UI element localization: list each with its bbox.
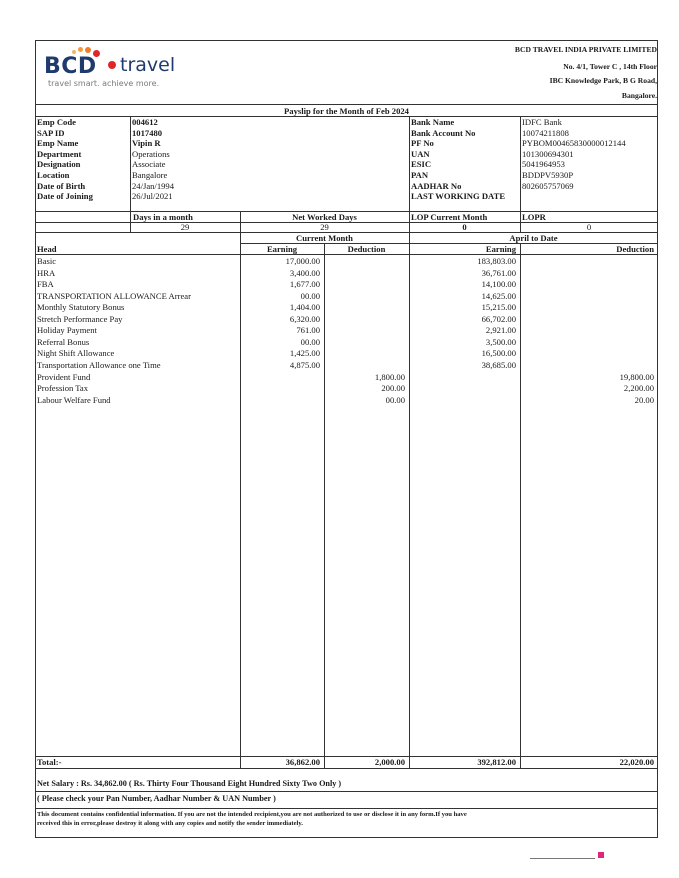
company-name: BCD TRAVEL INDIA PRIVATE LIMITED — [514, 45, 657, 54]
row-current-earning: 00.00 — [300, 290, 320, 301]
divider — [35, 104, 658, 105]
divider — [240, 232, 241, 768]
bank-field-value: PYBOM00465830000012144 — [522, 138, 626, 149]
net-salary: Net Salary : Rs. 34,862.00 ( Rs. Thirty Four Thousand Eight Hundred Sixty Two Only ) — [37, 779, 342, 788]
employee-field-label: SAP ID — [37, 127, 65, 138]
row-ytd-earning: 36,761.00 — [481, 267, 516, 278]
row-current-earning: 17,000.00 — [285, 256, 320, 266]
employee-field-value: Bangalore — [132, 170, 168, 180]
employee-field-value: 26/Jul/2021 — [132, 191, 173, 202]
bank-field-value: 101300694301 — [522, 148, 574, 159]
divider — [409, 232, 410, 768]
april-to-date-header: April to Date — [509, 233, 558, 243]
row-head: Basic — [37, 256, 57, 266]
row-ytd-earning: 66,702.00 — [481, 313, 516, 324]
row-head: Night Shift Allowance — [37, 348, 115, 359]
bank-field-value: BDDPV5930P — [522, 170, 574, 180]
divider — [520, 243, 521, 768]
divider — [35, 791, 658, 792]
ytd-deduction-header: Deduction — [616, 244, 654, 254]
row-ytd-deduction: 19,800.00 — [619, 371, 654, 382]
row-current-earning: 1,425.00 — [289, 348, 320, 359]
row-head: Labour Welfare Fund — [37, 394, 111, 405]
logo-travel-text: travel — [120, 54, 176, 76]
lopr-value: 0 — [586, 222, 592, 232]
employee-field-label: Emp Name — [37, 138, 79, 149]
employee-field-value: 1017480 — [132, 127, 163, 138]
row-current-earning: 6,320.00 — [289, 313, 320, 324]
row-head: Provident Fund — [37, 371, 91, 382]
bank-field-label: LAST WORKING DATE — [411, 191, 506, 202]
bank-field-label: ESIC — [411, 159, 432, 170]
row-current-earning: 3,400.00 — [289, 267, 320, 278]
row-ytd-earning: 14,100.00 — [481, 279, 516, 290]
lopr-label: LOPR — [522, 212, 546, 222]
row-head: TRANSPORTATION ALLOWANCE Arrear — [37, 290, 191, 301]
divider — [35, 116, 658, 117]
current-month-header: Current Month — [296, 233, 353, 243]
employee-field-value: Associate — [132, 159, 166, 170]
employee-field-label: Emp Code — [37, 117, 76, 127]
bank-field-label: PF No — [411, 138, 434, 149]
employee-field-value: Operations — [132, 148, 170, 159]
row-current-deduction: 1,800.00 — [374, 371, 405, 382]
row-head: Monthly Statutory Bonus — [37, 302, 125, 313]
employee-field-label: Date of Joining — [37, 191, 93, 202]
lop-current-month-value: 0 — [462, 222, 467, 232]
row-ytd-earning: 2,921.00 — [485, 325, 516, 336]
disclaimer-line: received this in error,please destroy it along with any copies and notify the sender immediately. — [37, 820, 303, 827]
row-ytd-deduction: 20.00 — [634, 394, 654, 405]
company-logo — [44, 46, 194, 94]
divider — [35, 768, 658, 769]
address-line: No. 4/1, Tower C , 14th Floor — [563, 62, 657, 71]
employee-field-label: Location — [37, 170, 70, 180]
days-in-month-label: Days in a month — [133, 212, 193, 222]
net-worked-days-value: 29 — [320, 222, 329, 232]
address-line: IBC Knowledge Park, B G Road, — [549, 76, 657, 85]
row-head: Stretch Performance Pay — [37, 313, 123, 324]
logo-bcd-text: BCD — [44, 54, 97, 79]
row-current-earning: 1,677.00 — [289, 279, 320, 290]
head-column-header: Head — [37, 244, 57, 254]
employee-field-label: Department — [37, 148, 82, 159]
disclaimer-line: This document contains confidential information. If you are not the intended recipient,you are not authorized to use or disclose it in any form.If you have — [37, 811, 467, 818]
scan-artifact-mark — [598, 852, 604, 858]
address-line: Bangalore. — [621, 91, 657, 100]
row-ytd-earning: 3,500.00 — [485, 336, 516, 347]
row-head: Holiday Payment — [37, 325, 97, 336]
employee-field-label: Date of Birth — [37, 180, 86, 191]
current-deduction-header: Deduction — [347, 244, 386, 254]
row-current-earning: 761.00 — [296, 325, 320, 336]
bank-field-value: IDFC Bank — [522, 117, 562, 127]
bank-field-label: AADHAR No — [411, 180, 462, 191]
lop-current-month-label: LOP Current Month — [411, 212, 488, 222]
row-head: Referral Bonus — [37, 336, 90, 347]
total-label: Total:- — [37, 757, 62, 767]
divider — [324, 243, 325, 768]
row-current-deduction: 200.00 — [381, 383, 405, 394]
logo-dot — [78, 47, 83, 52]
check-details-note: ( Please check your Pan Number, Aadhar Number & UAN Number ) — [37, 794, 276, 803]
divider — [409, 116, 410, 232]
logo-dot — [85, 47, 91, 53]
row-head: HRA — [37, 267, 56, 278]
scan-artifact-line — [530, 858, 595, 859]
logo-tagline: travel smart. achieve more. — [48, 79, 160, 88]
bank-field-value: 802605757069 — [522, 180, 574, 191]
divider — [35, 254, 658, 255]
bank-field-value: 5041964953 — [522, 159, 565, 170]
total-current-deduction: 2,000.00 — [374, 757, 405, 767]
employee-field-value: 004612 — [132, 117, 158, 127]
total-ytd-deduction: 22,020.00 — [619, 757, 654, 767]
row-ytd-earning: 183,803.00 — [477, 256, 516, 266]
total-current-earning: 36,862.00 — [285, 757, 320, 767]
employee-field-label: Designation — [37, 159, 81, 170]
bank-field-label: Bank Account No — [411, 127, 476, 138]
employee-field-value: 24/Jan/1994 — [132, 180, 175, 191]
bank-field-label: Bank Name — [411, 117, 455, 127]
row-current-earning: 1,404.00 — [289, 302, 320, 313]
row-ytd-earning: 15,215.00 — [481, 302, 516, 313]
days-in-month-value: 29 — [180, 222, 190, 232]
row-current-earning: 4,875.00 — [289, 359, 320, 370]
logo-dot — [108, 61, 116, 69]
row-head: Profession Tax — [37, 383, 89, 394]
total-ytd-earning: 392,812.00 — [477, 757, 516, 767]
net-worked-days-label: Net Worked Days — [292, 212, 357, 222]
ytd-earning-header: Earning — [485, 244, 516, 254]
row-ytd-earning: 38,685.00 — [481, 359, 516, 370]
row-head: Transportation Allowance one Time — [37, 359, 161, 370]
divider — [35, 808, 658, 809]
payslip-title: Payslip for the Month of Feb 2024 — [284, 106, 409, 116]
bank-field-value: 10074211808 — [522, 127, 569, 138]
row-current-earning: 00.00 — [300, 336, 320, 347]
employee-field-value: Vipin R — [132, 138, 161, 149]
row-head: FBA — [37, 279, 54, 290]
row-ytd-deduction: 2,200.00 — [623, 383, 654, 394]
bank-field-label: PAN — [411, 170, 429, 180]
divider — [520, 116, 521, 232]
divider — [130, 116, 131, 211]
row-ytd-earning: 16,500.00 — [481, 348, 516, 359]
row-ytd-earning: 14,625.00 — [481, 290, 516, 301]
current-earning-header: Earning — [266, 244, 298, 254]
bank-field-label: UAN — [411, 148, 430, 159]
row-current-deduction: 00.00 — [385, 394, 405, 405]
